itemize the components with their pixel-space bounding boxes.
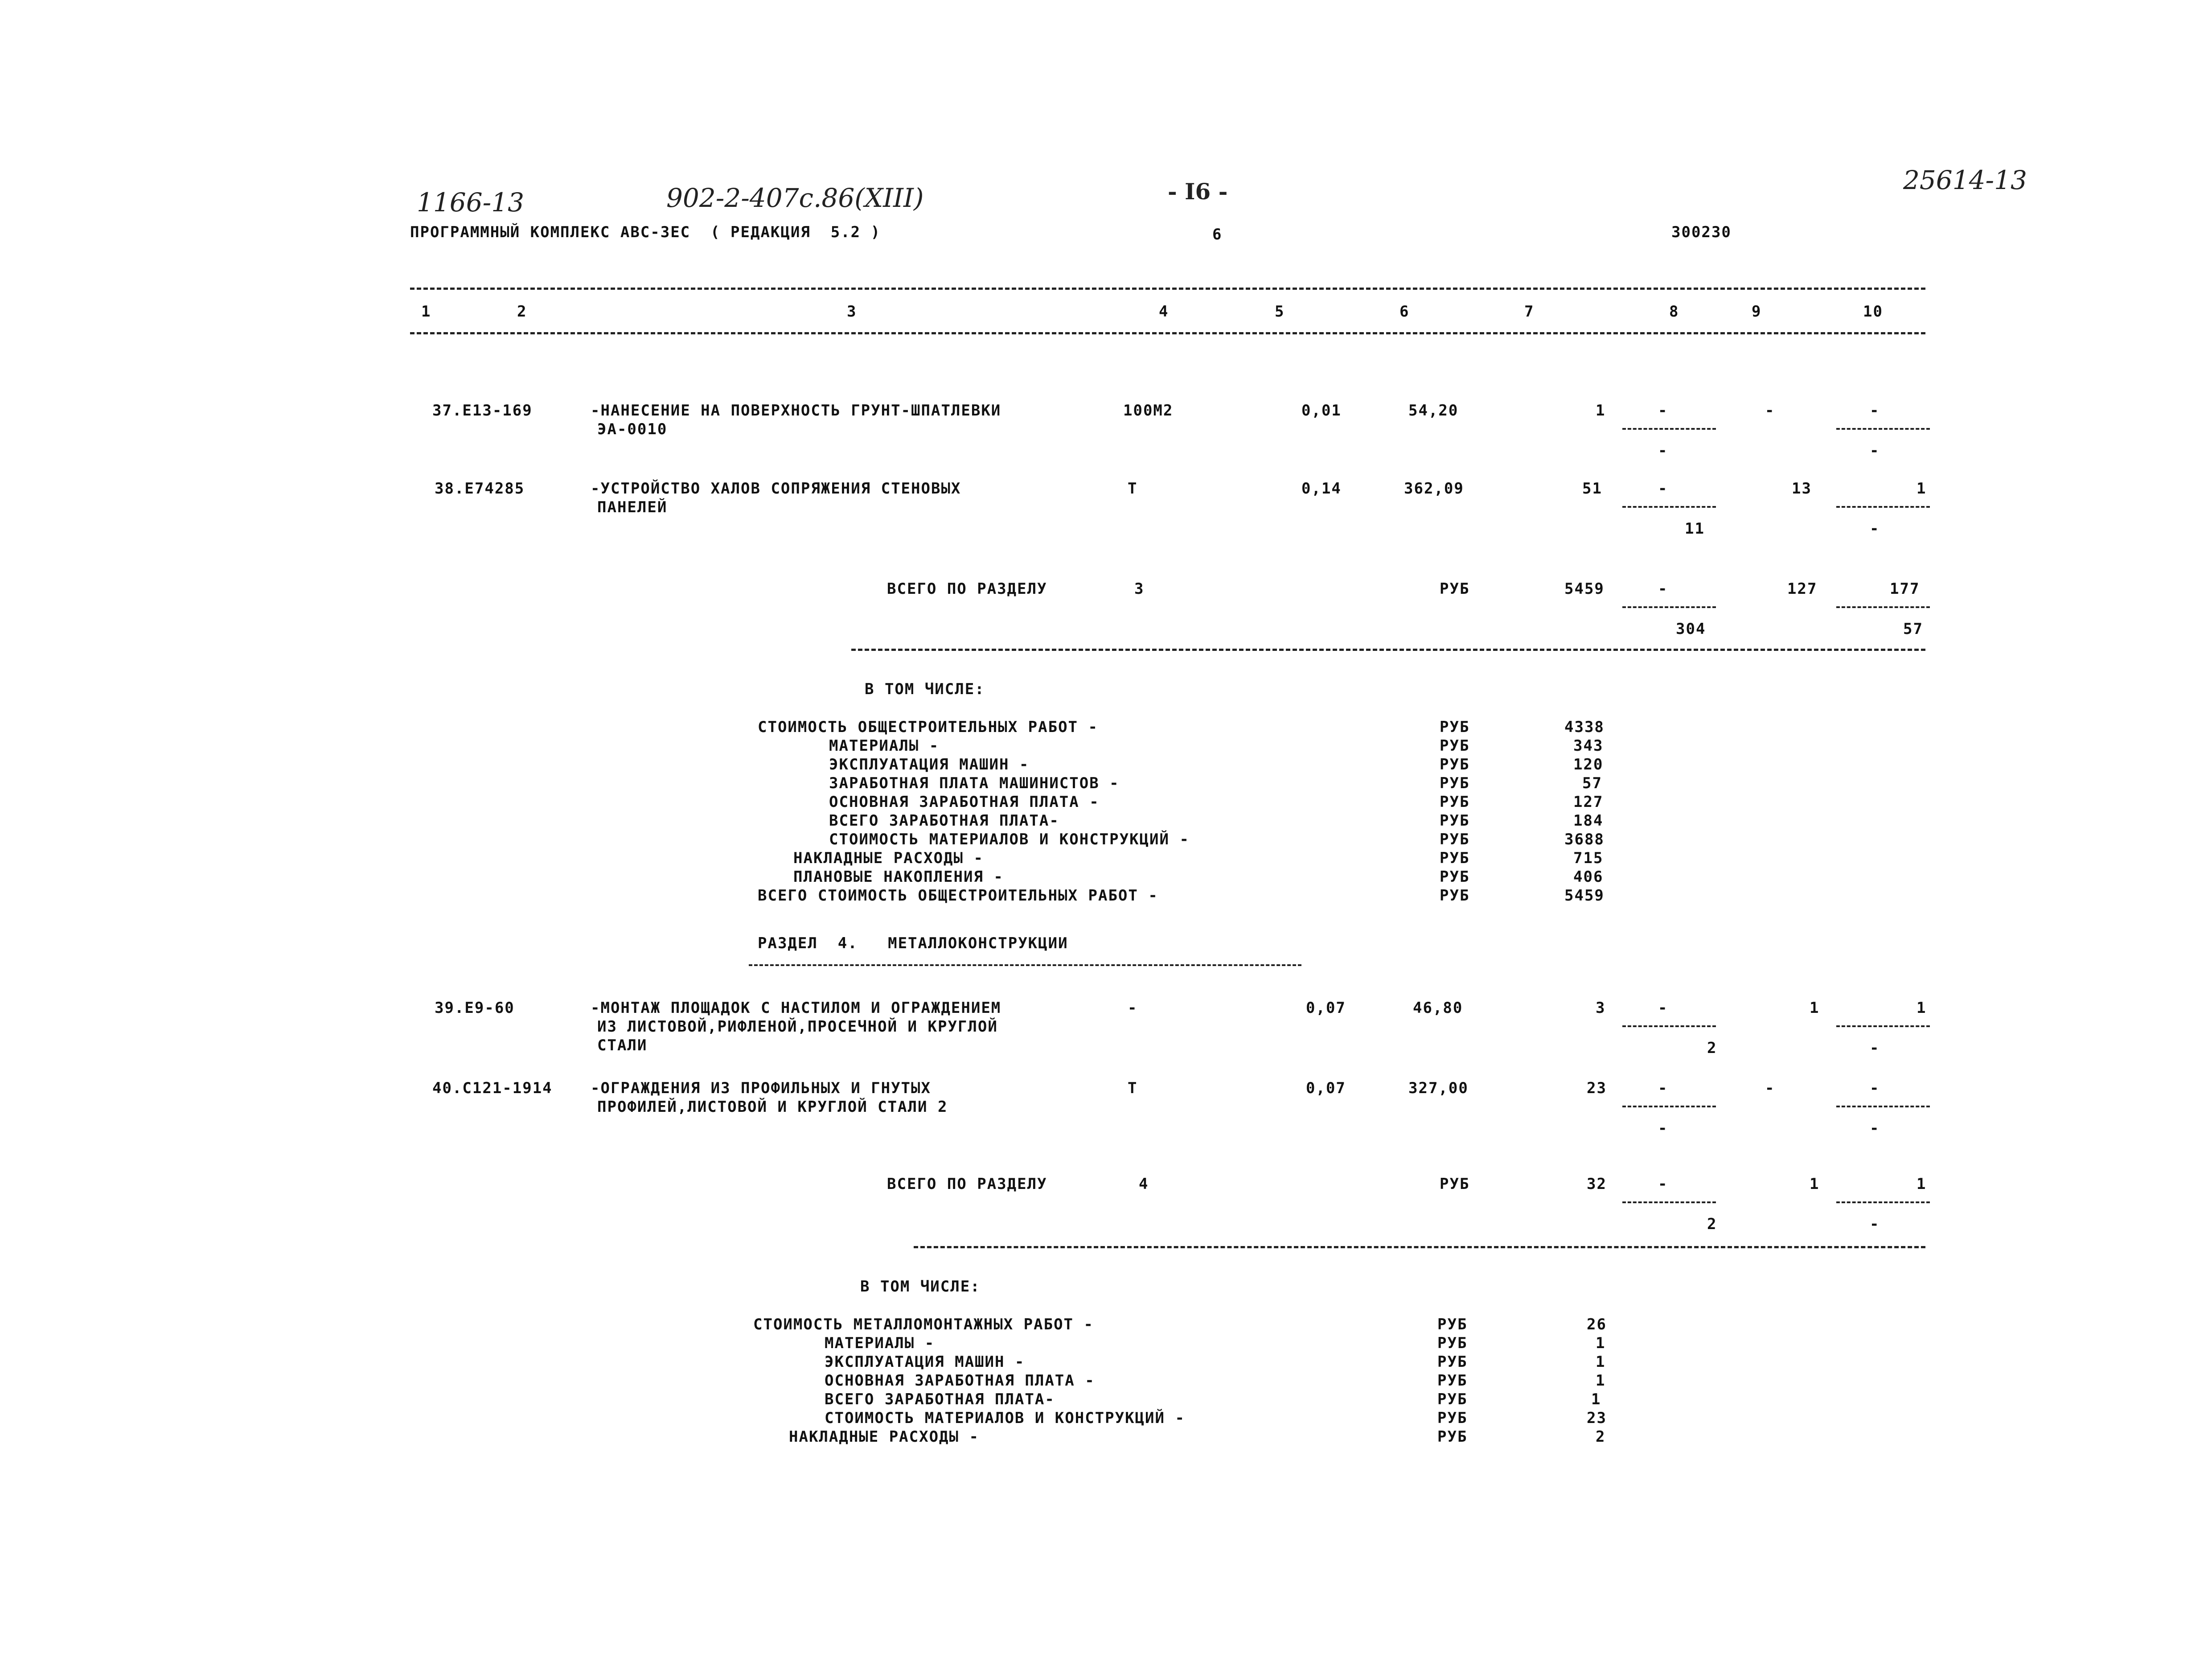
breakdown-item-unit: РУБ xyxy=(1437,1316,1468,1333)
breakdown-item-unit: РУБ xyxy=(1440,737,1470,755)
row-name-cont: ИЗ ЛИСТОВОЙ,РИФЛЕНОЙ,ПРОСЕЧНОЙ И КРУГЛОЙ xyxy=(597,1018,998,1036)
breakdown-item-label: ВСЕГО ЗАРАБОТНАЯ ПЛАТА- xyxy=(829,812,1059,830)
breakdown-item-unit: РУБ xyxy=(1437,1390,1468,1408)
row-price: 54,20 xyxy=(1408,402,1459,420)
breakdown-item-label: ПЛАНОВЫЕ НАКОПЛЕНИЯ - xyxy=(793,868,1004,886)
row-col8-sub: 2 xyxy=(1707,1039,1717,1057)
row-code: 39.Е9-60 xyxy=(435,999,515,1017)
breakdown-item-unit: РУБ xyxy=(1440,868,1470,886)
row-col10-sub: - xyxy=(1870,1119,1880,1137)
breakdown-item-unit: РУБ xyxy=(1437,1353,1468,1371)
breakdown-item-unit: РУБ xyxy=(1437,1334,1468,1352)
column-header: 2 xyxy=(517,303,527,321)
breakdown-item-unit: РУБ xyxy=(1440,774,1470,792)
row-price: 327,00 xyxy=(1408,1079,1469,1097)
total-label: ВСЕГО ПО РАЗДЕЛУ xyxy=(887,1175,1047,1193)
row-name-cont: ПРОФИЛЕЙ,ЛИСТОВОЙ И КРУГЛОЙ СТАЛИ 2 xyxy=(597,1098,948,1116)
cell-divider xyxy=(1836,1201,1930,1203)
row-name-cont: ЭА-0010 xyxy=(597,420,668,438)
row-col10: - xyxy=(1870,402,1880,420)
row-total: 3 xyxy=(1596,999,1606,1017)
row-name: -УСТРОЙСТВО ХАЛОВ СОПРЯЖЕНИЯ СТЕНОВЫХ xyxy=(591,480,961,498)
breakdown-item-unit: РУБ xyxy=(1437,1428,1468,1446)
breakdown-item-unit: РУБ xyxy=(1440,793,1470,811)
handwritten-sheet-code: 25614-13 xyxy=(1903,165,2027,195)
row-total: 1 xyxy=(1596,402,1606,420)
cell-divider xyxy=(1622,1025,1716,1027)
column-header: 3 xyxy=(847,303,857,321)
total-unit: РУБ xyxy=(1440,580,1470,598)
row-name-cont: СТАЛИ xyxy=(597,1036,648,1054)
section-heading: РАЗДЕЛ 4. МЕТАЛЛОКОНСТРУКЦИИ xyxy=(758,934,1068,952)
document-number: 300230 xyxy=(1671,223,1732,241)
breakdown-item-label: СТОИМОСТЬ МЕТАЛЛОМОНТАЖНЫХ РАБОТ - xyxy=(753,1316,1094,1333)
breakdown-item-label: ЭКСПЛУАТАЦИЯ МАШИН - xyxy=(829,756,1030,773)
row-name: -МОНТАЖ ПЛОЩАДОК С НАСТИЛОМ И ОГРАЖДЕНИЕМ xyxy=(591,999,1001,1017)
row-code: 38.Е74285 xyxy=(435,480,525,498)
breakdown-item-unit: РУБ xyxy=(1437,1409,1468,1427)
breakdown-item-label: ОСНОВНАЯ ЗАРАБОТНАЯ ПЛАТА - xyxy=(825,1372,1095,1390)
row-unit: - xyxy=(1128,999,1138,1017)
section-total-rule xyxy=(914,1246,1925,1248)
total-value: 32 xyxy=(1587,1175,1607,1193)
breakdown-item-value: 127 xyxy=(1573,793,1604,811)
breakdown-item-unit: РУБ xyxy=(1440,849,1470,867)
breakdown-item-label: ОСНОВНАЯ ЗАРАБОТНАЯ ПЛАТА - xyxy=(829,793,1100,811)
row-col10: 1 xyxy=(1917,999,1927,1017)
section-heading-rule xyxy=(749,964,1301,966)
breakdown-item-value: 343 xyxy=(1573,737,1604,755)
breakdown-item-value: 26 xyxy=(1587,1316,1607,1333)
row-col8: - xyxy=(1658,480,1668,498)
breakdown-item-label: СТОИМОСТЬ МАТЕРИАЛОВ И КОНСТРУКЦИЙ - xyxy=(829,831,1190,848)
breakdown-item-unit: РУБ xyxy=(1440,756,1470,773)
column-header: 1 xyxy=(421,303,431,321)
column-header: 7 xyxy=(1524,303,1535,321)
table-header-rule xyxy=(410,332,1925,334)
breakdown-item-value: 120 xyxy=(1573,756,1604,773)
handwritten-top-left-code: 1166-13 xyxy=(417,187,525,218)
column-header: 6 xyxy=(1399,303,1410,321)
total-label: ВСЕГО ПО РАЗДЕЛУ xyxy=(887,580,1047,598)
breakdown-item-value: 715 xyxy=(1573,849,1604,867)
row-col8: - xyxy=(1658,999,1668,1017)
row-col9: - xyxy=(1765,402,1775,420)
breakdown-item-value: 23 xyxy=(1587,1409,1607,1427)
row-price: 362,09 xyxy=(1404,480,1464,498)
breakdown-item-value: 406 xyxy=(1573,868,1604,886)
breakdown-item-label: ВСЕГО ЗАРАБОТНАЯ ПЛАТА- xyxy=(825,1390,1055,1408)
page-number: - I6 - xyxy=(1168,178,1228,205)
cell-divider xyxy=(1836,506,1930,508)
total-col10: 1 xyxy=(1917,1175,1927,1193)
breakdown-item-value: 2 xyxy=(1596,1428,1606,1446)
row-unit: Т xyxy=(1128,1079,1138,1097)
cell-divider xyxy=(1622,428,1716,430)
breakdown-item-unit: РУБ xyxy=(1440,887,1470,905)
including-label: В ТОМ ЧИСЛЕ: xyxy=(865,680,985,698)
total-col10-sub: - xyxy=(1870,1215,1880,1233)
column-header: 5 xyxy=(1275,303,1285,321)
section-total-rule xyxy=(851,649,1925,651)
handwritten-project-code: 902-2-407с.86(XIII) xyxy=(666,183,924,213)
breakdown-item-value: 1 xyxy=(1591,1390,1601,1408)
row-col10-sub: - xyxy=(1870,520,1880,538)
cell-divider xyxy=(1622,506,1716,508)
row-code: 37.Е13-169 xyxy=(432,402,533,420)
breakdown-item-label: МАТЕРИАЛЫ - xyxy=(825,1334,935,1352)
including-label: В ТОМ ЧИСЛЕ: xyxy=(860,1278,981,1296)
row-col8-sub: - xyxy=(1658,442,1668,460)
breakdown-item-label: НАКЛАДНЫЕ РАСХОДЫ - xyxy=(789,1428,979,1446)
row-total: 23 xyxy=(1587,1079,1607,1097)
total-section-number: 4 xyxy=(1139,1175,1149,1193)
cell-divider xyxy=(1622,1201,1716,1203)
cell-divider xyxy=(1622,1106,1716,1107)
row-name-cont: ПАНЕЛЕЙ xyxy=(597,498,668,516)
row-col8-sub: 11 xyxy=(1685,520,1705,538)
breakdown-item-value: 1 xyxy=(1596,1334,1606,1352)
row-price: 46,80 xyxy=(1413,999,1463,1017)
breakdown-item-label: СТОИМОСТЬ ОБЩЕСТРОИТЕЛЬНЫХ РАБОТ - xyxy=(758,718,1098,736)
cell-divider xyxy=(1836,606,1930,608)
cell-divider xyxy=(1836,428,1930,430)
row-col10-sub: - xyxy=(1870,1039,1880,1057)
row-qty: 0,14 xyxy=(1301,480,1342,498)
total-col8: - xyxy=(1658,580,1668,598)
breakdown-item-label: НАКЛАДНЫЕ РАСХОДЫ - xyxy=(793,849,984,867)
breakdown-item-value: 184 xyxy=(1573,812,1604,830)
table-top-rule xyxy=(410,288,1925,290)
breakdown-item-value: 1 xyxy=(1596,1372,1606,1390)
section-number: 6 xyxy=(1212,226,1223,243)
breakdown-item-label: ЗАРАБОТНАЯ ПЛАТА МАШИНИСТОВ - xyxy=(829,774,1120,792)
breakdown-item-label: СТОИМОСТЬ МАТЕРИАЛОВ И КОНСТРУКЦИЙ - xyxy=(825,1409,1185,1427)
row-qty: 0,07 xyxy=(1306,1079,1346,1097)
row-total: 51 xyxy=(1582,480,1602,498)
breakdown-item-unit: РУБ xyxy=(1437,1372,1468,1390)
breakdown-item-label: ЭКСПЛУАТАЦИЯ МАШИН - xyxy=(825,1353,1025,1371)
total-col9: 127 xyxy=(1787,580,1818,598)
row-col10: 1 xyxy=(1917,480,1927,498)
row-code: 40.С121-1914 xyxy=(432,1079,553,1097)
row-col8: - xyxy=(1658,1079,1668,1097)
row-name: -ОГРАЖДЕНИЯ ИЗ ПРОФИЛЬНЫХ И ГНУТЫХ xyxy=(591,1079,931,1097)
column-header: 10 xyxy=(1863,303,1883,321)
column-header: 8 xyxy=(1669,303,1679,321)
breakdown-item-value: 1 xyxy=(1596,1353,1606,1371)
breakdown-item-unit: РУБ xyxy=(1440,812,1470,830)
cell-divider xyxy=(1836,1106,1930,1107)
total-col8-sub: 2 xyxy=(1707,1215,1717,1233)
breakdown-item-value: 4338 xyxy=(1564,718,1605,736)
row-col9: 1 xyxy=(1810,999,1820,1017)
breakdown-item-unit: РУБ xyxy=(1440,718,1470,736)
row-col9: 13 xyxy=(1792,480,1812,498)
total-col8: - xyxy=(1658,1175,1668,1193)
row-name: -НАНЕСЕНИЕ НА ПОВЕРХНОСТЬ ГРУНТ-ШПАТЛЕВКИ xyxy=(591,402,1001,420)
total-section-number: 3 xyxy=(1134,580,1145,598)
row-unit: Т xyxy=(1128,480,1138,498)
row-col10-sub: - xyxy=(1870,442,1880,460)
row-col8: - xyxy=(1658,402,1668,420)
program-line: ПРОГРАММНЫЙ КОМПЛЕКС АВС-3ЕС ( РЕДАКЦИЯ 5.2 ) xyxy=(410,223,881,241)
row-col9: - xyxy=(1765,1079,1775,1097)
total-col10-sub: 57 xyxy=(1903,620,1923,638)
cell-divider xyxy=(1622,606,1716,608)
breakdown-item-value: 57 xyxy=(1582,774,1602,792)
row-col8-sub: - xyxy=(1658,1119,1668,1137)
breakdown-item-unit: РУБ xyxy=(1440,831,1470,848)
row-col10: - xyxy=(1870,1079,1880,1097)
column-header: 9 xyxy=(1752,303,1762,321)
breakdown-item-value: 3688 xyxy=(1564,831,1605,848)
breakdown-item-label: ВСЕГО СТОИМОСТЬ ОБЩЕСТРОИТЕЛЬНЫХ РАБОТ - xyxy=(758,887,1158,905)
breakdown-item-value: 5459 xyxy=(1564,887,1605,905)
row-qty: 0,01 xyxy=(1301,402,1342,420)
total-value: 5459 xyxy=(1564,580,1605,598)
total-col9: 1 xyxy=(1810,1175,1820,1193)
total-col8-sub: 304 xyxy=(1676,620,1706,638)
row-qty: 0,07 xyxy=(1306,999,1346,1017)
breakdown-item-label: МАТЕРИАЛЫ - xyxy=(829,737,940,755)
column-header: 4 xyxy=(1159,303,1169,321)
total-col10: 177 xyxy=(1890,580,1920,598)
cell-divider xyxy=(1836,1025,1930,1027)
row-unit: 100М2 xyxy=(1123,402,1174,420)
total-unit: РУБ xyxy=(1440,1175,1470,1193)
